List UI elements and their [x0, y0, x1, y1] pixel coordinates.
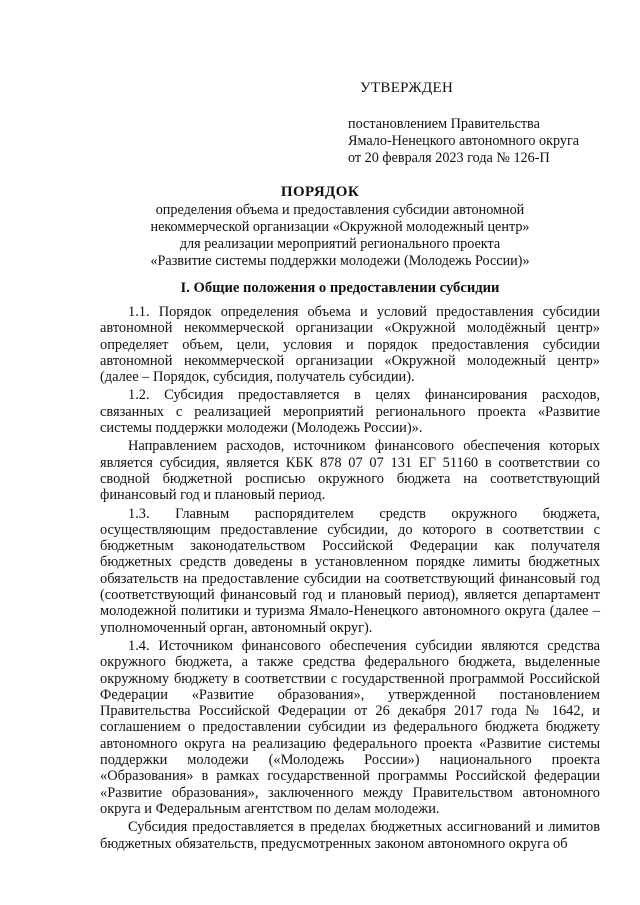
- subtitle-line: определения объема и предоставления субсидии автономной: [155, 202, 525, 218]
- paragraph: 1.2. Субсидия предоставляется в целях финансирования расходов, связанных с реализацией мероприятий регионального проекта «Развитие системы поддержки молодежи (Молодежь России)».: [100, 387, 600, 437]
- document-title: ПОРЯДОК: [280, 184, 360, 200]
- paragraph: Субсидия предоставляется в пределах бюджетных ассигнований и лимитов бюджетных обязательств, предусмотренных законом автономного округа об: [100, 819, 600, 852]
- paragraph: 1.1. Порядок определения объема и условий предоставления субсидии автономной некоммерческой организации «Окружной молодёжный центр» определяет объем, цели, условия и порядок предоставления субсидии автономной некоммерческой организации «Окружной молодежный центр» (далее – Порядок, субсидия, получатель субсидии).: [100, 304, 600, 386]
- document-body: [100, 304, 600, 852]
- section-heading: I. Общие положения о предоставлении субсидии: [180, 280, 500, 296]
- paragraph: 1.4. Источником финансового обеспечения субсидии являются средства окружного бюджета, а также средства федерального бюджета, выделенные окружному бюджету в соответствии с государственной программой Российской Федерации «Развитие образования», утвержденной постановлением Правительства Российской Федерации от 26 декабря 2017 года № 1642, и соглашением о предоставлении субсидии из федерального бюджета бюджету автономного округа на реализацию федерального проекта «Развитие системы поддержки молодежи («Молодежь России») национального проекта «Образования» в рамках государственной программы Российской федерации «Развитие образования», заключенного между Правительством автономного округа и Федеральным агентством по делам молодежи.: [100, 637, 600, 817]
- approval-stamp-title: УТВЕРЖДЕН: [360, 80, 454, 96]
- document-subtitle: [100, 202, 580, 270]
- paragraph: 1.3. Главным распорядителем средств окружного бюджета, осуществляющим предоставление субсидии, до которого в соответствии с бюджетным законодательством Российской Федерации как получателя бюджетных средств доведены в установленном порядке лимиты бюджетных обязательств на предоставление субсидии на соответствующий финансовый год (соответствующий финансовый год и плановый период), является департамент молодежной политики и туризма Ямало-Ненецкого автономного округа (далее – уполномоченный орган, автономный округ).: [100, 505, 600, 636]
- subtitle-line: для реализации мероприятий регионального проекта: [179, 236, 501, 252]
- subtitle-line: некоммерческой организации «Окружной молодежный центр»: [150, 219, 530, 235]
- approval-details: [348, 116, 579, 167]
- subtitle-line: «Развитие системы поддержки молодежи (Молодежь России)»: [150, 253, 530, 269]
- approval-line: Ямало-Ненецкого автономного округа: [348, 133, 580, 149]
- paragraph: Направлением расходов, источником финансового обеспечения которых является субсидия, является КБК 878 07 07 131 ЕГ 51160 в соответствии со сводной бюджетной росписью окружного бюджета на соответствующий финансовый год и плановый период.: [100, 438, 600, 504]
- approval-line: постановлением Правительства: [348, 116, 540, 132]
- approval-line: от 20 февраля 2023 года № 126-П: [348, 150, 550, 166]
